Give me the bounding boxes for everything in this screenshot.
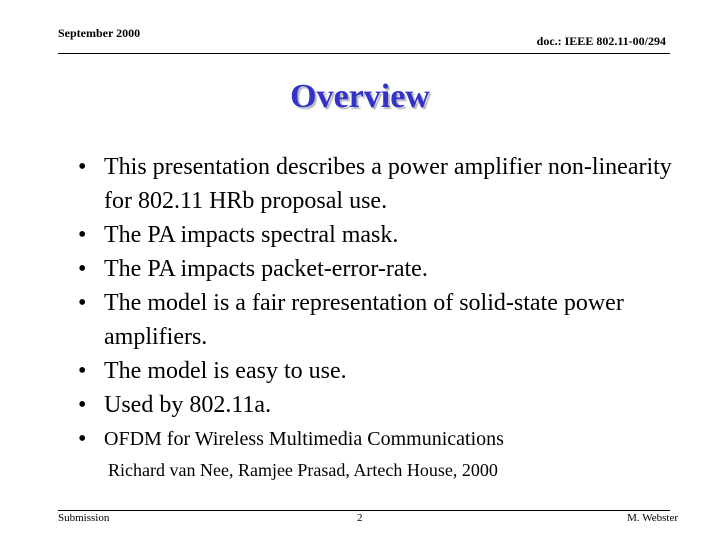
bullet-marker: • bbox=[78, 358, 87, 384]
bullet-item bbox=[78, 218, 678, 252]
bullet-text: The PA impacts packet-error-rate. bbox=[104, 256, 428, 282]
bullet-item bbox=[78, 150, 678, 218]
bullet-item bbox=[78, 252, 678, 286]
reference-citation: Richard van Nee, Ramjee Prasad, Artech House, 2000 bbox=[108, 460, 498, 480]
bullet-marker: • bbox=[78, 426, 87, 452]
bullet-text: Used by 802.11a. bbox=[104, 392, 272, 418]
bullet-text: The PA impacts spectral mask. bbox=[104, 222, 399, 248]
bullet-marker: • bbox=[78, 290, 87, 316]
header-divider bbox=[58, 53, 670, 54]
bullet-item-reference-title bbox=[78, 422, 678, 456]
bullet-text: This presentation describes a power amplifier non-linearity for 802.11 HRb proposal use. bbox=[104, 154, 672, 214]
footer-author: M. Webster bbox=[627, 512, 678, 524]
bullet-text: The model is easy to use. bbox=[104, 358, 347, 384]
bullet-marker: • bbox=[78, 222, 87, 248]
bullet-marker: • bbox=[78, 256, 87, 282]
bullet-item bbox=[78, 388, 678, 422]
header-date: September 2000 bbox=[58, 26, 141, 40]
bullet-marker: • bbox=[78, 154, 87, 180]
bullet-item bbox=[78, 286, 678, 354]
header-doc-id: doc.: IEEE 802.11-00/294 bbox=[536, 34, 666, 48]
bullet-text: The model is a fair representation of solid-state power amplifiers. bbox=[104, 290, 624, 350]
footer-submission: Submission bbox=[58, 512, 110, 524]
footer-divider bbox=[58, 510, 670, 511]
page-number: 2 bbox=[357, 512, 363, 524]
bullet-marker: • bbox=[78, 392, 87, 418]
slide-title: Overview bbox=[290, 78, 430, 115]
bullet-item bbox=[78, 354, 678, 388]
bullet-text: OFDM for Wireless Multimedia Communications bbox=[104, 428, 504, 450]
bullet-list bbox=[78, 150, 678, 456]
